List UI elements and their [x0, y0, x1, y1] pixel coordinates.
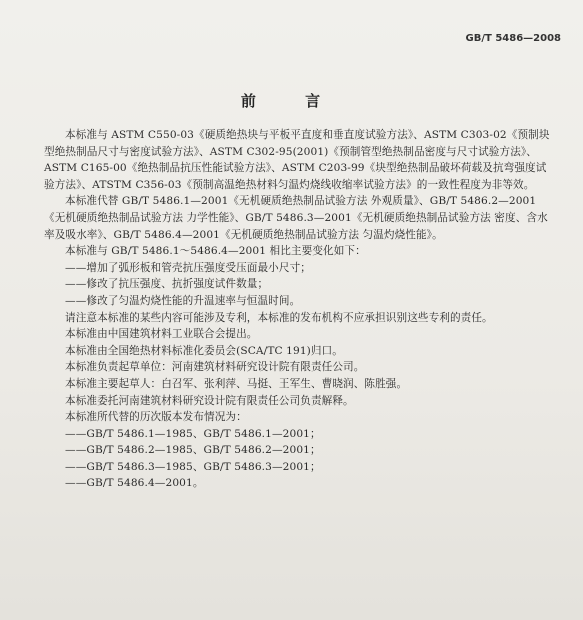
- change-item: ——修改了匀温灼烧性能的升温速率与恒温时间。: [65, 294, 301, 307]
- history-item: ——GB/T 5486.1—1985、GB/T 5486.1—2001；: [65, 427, 321, 440]
- note-drafters: 本标准主要起草人：白召军、张利萍、马挺、王军生、曹晓润、陈胜强。: [65, 377, 408, 390]
- note-patent: 请注意本标准的某些内容可能涉及专利，本标准的发布机构不应承担识别这些专利的责任。: [65, 311, 493, 324]
- paragraph-replaces: 本标准代替 GB/T 5486.1—2001《无机硬质绝热制品试验方法 外观质量》、GB/T 5486.2—2001《无机硬质绝热制品试验方法 力学性能》、GB/T 5486.3—2001《无机硬质绝热制品试验方法 密度、含水率及吸水率》、GB/T 5486.4—2001《无机硬质绝热制品试验方法 匀温灼烧性能》。: [44, 195, 548, 241]
- note-history-intro: 本标准所代替的历次版本发布情况为：: [65, 411, 247, 424]
- change-item: ——修改了抗压强度、抗折强度试件数量；: [65, 278, 269, 291]
- history-item: ——GB/T 5486.4—2001。: [65, 477, 204, 490]
- paragraph-equivalence: 本标准与 ASTM C550-03《硬质绝热块与平板平直度和垂直度试验方法》、ASTM C303-02《预制块型绝热制品尺寸与密度试验方法》、ASTM C302-95(2001)《预制管型绝热制品密度与尺寸试验方法》、ASTM C165-00《绝热制品抗压性能试验方法》、ASTM C203-99《块型绝热制品破坏荷载及抗弯强度试验方法》、ATSTM C356-03《预制高温绝热材料匀温灼烧线收缩率试验方法》的一致性程度为非等效。: [44, 129, 550, 191]
- note-interpretation: 本标准委托河南建筑材料研究设计院有限责任公司负责解释。: [65, 394, 354, 407]
- note-committee: 本标准由全国绝热材料标准化委员会(SCA/TC 191)归口。: [65, 344, 343, 357]
- note-drafting-unit: 本标准负责起草单位：河南建筑材料研究设计院有限责任公司。: [65, 361, 365, 374]
- note-proposer: 本标准由中国建筑材料工业联合会提出。: [65, 328, 258, 341]
- history-item: ——GB/T 5486.3—1985、GB/T 5486.3—2001；: [65, 460, 321, 473]
- change-item: ——增加了弧形板和管壳抗压强度受压面最小尺寸；: [65, 261, 311, 274]
- foreword-body: [44, 127, 552, 492]
- standard-code: GB/T 5486—2008: [465, 33, 561, 44]
- page-title: 前 言: [240, 92, 343, 110]
- paragraph-changes-intro: 本标准与 GB/T 5486.1～5486.4—2001 相比主要变化如下：: [65, 245, 366, 258]
- history-item: ——GB/T 5486.2—1985、GB/T 5486.2—2001；: [65, 444, 321, 457]
